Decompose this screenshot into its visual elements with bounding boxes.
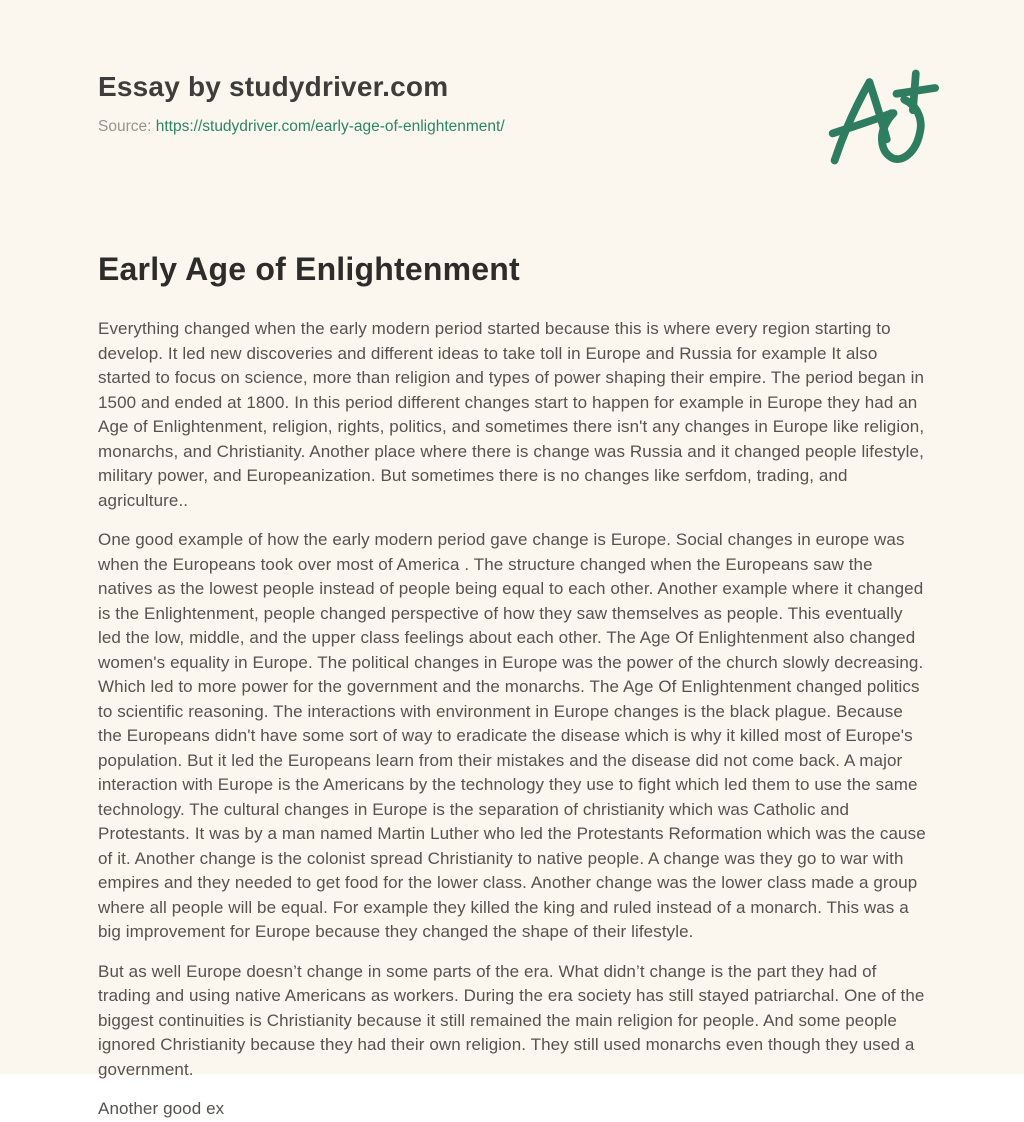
essay-body xyxy=(98,317,926,1122)
source-label: Source: xyxy=(98,118,152,135)
essay-title: Early Age of Enlightenment xyxy=(98,251,520,287)
source-line xyxy=(98,117,926,137)
essay-paragraph-2: One good example of how the early modern period gave change is Europe. Social changes in europe was when the Europeans took over most of America . The structure changed when the Europeans saw the natives as the lowest people instead of people being equal to each other. Another example where it changed is the Enlightenment, people changed perspective of how they saw themselves as people. This eventually led the low, middle, and the upper class feelings about each other. The Age Of Enlightenment also changed women's equality in Europe. The political changes in Europe was the power of the church slowly decreasing. Which led to more power for the government and the monarchs. The Age Of Enlightenment changed politics to scientific reasoning. The interactions with environment in Europe changes is the black plague. Because the Europeans didn't have some sort of way to eradicate the disease which is why it killed most of Europe's population. But it led the Europeans learn from their mistakes and the disease did not come back. A major interaction with Europe is the Americans by the technology they use to fight which led them to use the same technology. The cultural changes in Europe is the separation of christianity which was Catholic and Protestants. It was by a man named Martin Luther who led the Protestants Reformation which was the cause of it. Another change is the colonist spread Christianity to native people. A change was they go to war with empires and they needed to get food for the lower class. Another change was the lower class made a group where all people will be equal. For example they killed the king and ruled instead of a monarch. This was a big improvement for Europe because they changed the shape of their lifestyle. xyxy=(98,530,926,941)
document-header xyxy=(98,70,926,137)
essay-paragraph-4-cutoff: Another good ex xyxy=(98,1099,225,1118)
source-link[interactable]: https://studydriver.com/early-age-of-enlightenment/ xyxy=(155,118,505,135)
essay-paragraph-1: Everything changed when the early modern period started because this is where every region starting to develop. It led new discoveries and different ideas to take toll in Europe and Russia for example It also started to focus on science, more than religion and types of power shaping their empire. The period began in 1500 and ended at 1800. In this period different changes start to happen for example in Europe they had an Age of Enlightenment, religion, rights, politics, and sometimes there isn't any changes in Europe like religion, monarchs, and Christianity. Another place where there is change was Russia and it changed people lifestyle, military power, and Europeanization. But sometimes there is no changes like serfdom, trading, and agriculture.. xyxy=(98,319,925,510)
essay-paragraph-3: But as well Europe doesn’t change in some parts of the era. What didn’t change is the part they had of trading and using native Americans as workers. During the era society has still stayed patriarchal. One of the biggest continuities is Christianity because it still remained the main religion for people. And some people ignored Christianity because they had their own religion. They still used monarchs even though they used a government. xyxy=(98,961,925,1079)
header-title: Essay by studydriver.com xyxy=(98,71,449,102)
a-plus-logo-icon xyxy=(822,64,940,168)
